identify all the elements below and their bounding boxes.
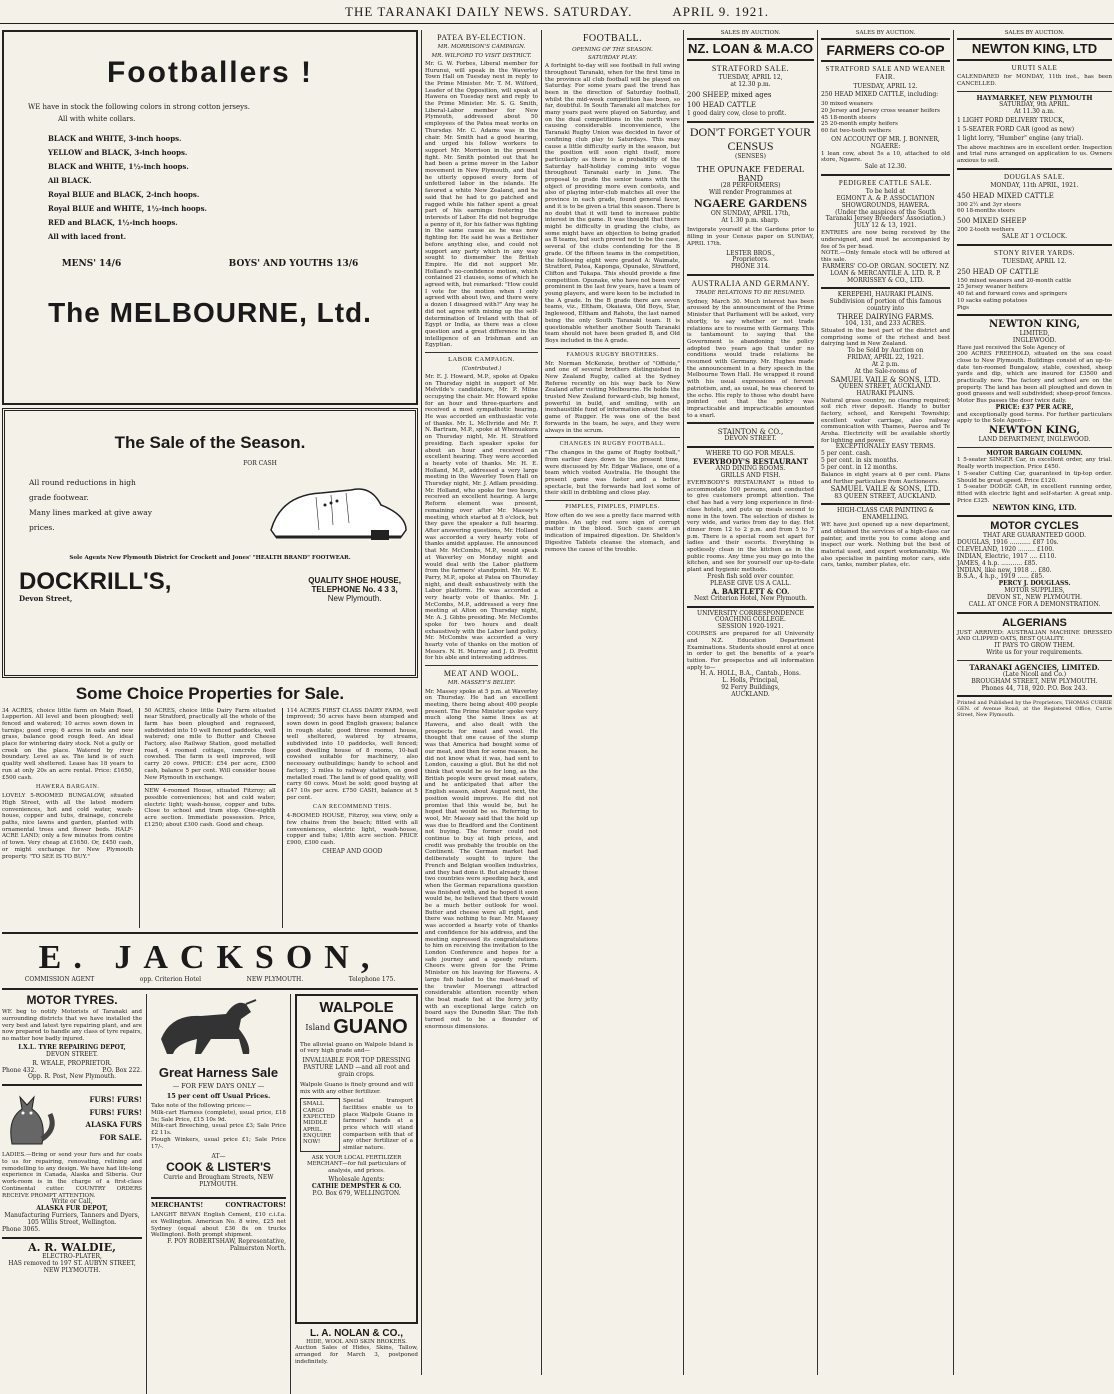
agencies-phones: Phones 44, 718, 920. P.O. Box 243. (981, 684, 1088, 692)
pedigree-note: NOTE.—Only female stock will be offered at this sale. (821, 250, 952, 264)
kerepehi-auction: To be Sold by Auction on (847, 347, 924, 355)
sale-of-season-headline: The Sale of the Season. (114, 433, 306, 452)
douglas-clock: SALE AT 1 O'CLOCK. (1001, 232, 1068, 240)
everybody-please: PLEASE GIVE US A CALL. (709, 579, 792, 587)
ngaere-gardens: NGAERE GARDENS (693, 195, 807, 210)
band-will: Will render Programmes at (709, 188, 792, 196)
harness-at: AT— (211, 1153, 226, 1161)
vaile-2: SAMUEL VAILE & SONS, LTD. (830, 485, 941, 494)
univ-title: L. Holls, Principal, (722, 677, 779, 685)
furs-phone: Phone 3065. (2, 1225, 41, 1233)
guano-firm: CATHIE DEMPSTER & CO. (311, 1182, 402, 1190)
douglas-d1-items: 300 2½ and 3yr steers 60 18-months steers (957, 201, 1021, 215)
algerians-body: JUST ARRIVED: AUSTRALIAN MACHINE DRESSED AND CLIPPED OATS, BEST QUALITY. (957, 629, 1114, 643)
stony-s1-items: 150 mixed weaners and 20-month cattle 25 Jersey weaner heifers 40 fat and forward cows and springers 10 sacks eating potatoes Pigs (957, 277, 1072, 311)
horse-illustration (151, 994, 281, 1064)
column-rule (953, 30, 954, 1375)
loan-sale: STRATFORD SALE. (711, 64, 790, 74)
motor-cycles: MOTOR CYCLES (990, 520, 1079, 533)
patea-sub2: MR. WILFORD TO VISIT DISTRICT. (431, 52, 532, 59)
cheap-and-good: CHEAP AND GOOD (322, 847, 383, 855)
percy-douglass: PERCY J. DOUGLASS. (998, 580, 1071, 588)
pedigree-egmont: EGMONT A. & P. ASSOCIATION SHOWGROUNDS, HAWERA. (836, 194, 935, 209)
newton-inglewood: INGLEWOOD. (1012, 336, 1057, 344)
pedigree-july: JULY 12 & 13, 1921. (854, 222, 917, 230)
farmers-acct: ON ACCOUNT OF MR. J. BONNER, NGAERE: (831, 135, 940, 150)
jersey-color-item: BLACK and WHITE, 3-inch hoops. (48, 133, 182, 143)
algerians-write: Write us for your requirements. (986, 648, 1083, 656)
jackson-location: opp. Criterion Hotel (139, 975, 202, 983)
lester-props: Proprietors. (732, 256, 769, 264)
uruti-sale: URUTI SALE (1011, 64, 1058, 73)
everybody-sub: AND DINING ROOMS. (715, 465, 786, 473)
bargain-2: 1 5-seater Cutting Car, guaranteed in tip-top order. Should be great speed. Price £120. (957, 470, 1114, 484)
univ-head: UNIVERSITY CORRESPONDENCE COACHING COLLEGE. (697, 609, 804, 624)
cycle-5: INDIAN, like new, 1918 ... £80. (957, 566, 1052, 574)
waldie-name: A. R. WALDIE, (28, 1240, 116, 1254)
tyres-phone: Phone 432. (2, 1066, 37, 1074)
furs-line-1: FURS! FURS! (89, 1095, 142, 1105)
stony-s1: 250 HEAD OF CATTLE (957, 267, 1039, 276)
walpole-headline: WALPOLE (319, 998, 394, 1016)
pedigree-held: To be held at (865, 187, 906, 195)
bargain-3: 1 5-seater DODGE CAR, in excellent running order, fitted with electric light and self-starter. A great snip. Price £325. (957, 484, 1114, 504)
cycle-1: DOUGLAS, 1916 ........... £87 10s. (957, 538, 1059, 546)
newton-column (957, 30, 1112, 1375)
furs-line-3: ALASKA FURS (85, 1120, 142, 1130)
for-cash: FOR CASH (243, 459, 277, 467)
uruti-cancel: CALENDARED for MONDAY, 11th inst., has been CANCELLED. (957, 74, 1114, 87)
pimples-headline: PIMPLES, PIMPLES, PIMPLES. (565, 504, 660, 511)
loan-time: at 12.30 p.m. (730, 81, 771, 89)
kerepehi-head: KEREPEHI, HAURAKI PLAINS. (837, 291, 934, 299)
farmers-sales: SALES BY AUCTION. (855, 30, 916, 36)
loan-date: TUESDAY, APRIL 12, (718, 74, 783, 82)
farmers-l1: 250 HEAD MIXED CATTLE, including: (821, 91, 939, 99)
farmers-date: TUESDAY, APRIL 12. (853, 82, 918, 90)
tyres-opp: Opp. R. Post, New Plymouth. (28, 1073, 116, 1081)
guano-special: Special transport facilities enable us to place Walpole Guano in farmers' hands at a price which will stand comparison with that of any other fertilizer of a similar nature. (343, 1098, 415, 1152)
australia-body: Sydney, March 30. Much interest has been aroused by the announcement of the Prime Minister that Parliament will be asked, very shortly, to say whether or not trade relations are to resume with Germany. This is tantamount to saying that the Government is abandoning the policy adopted two years ago that under no conditions would trade relations be resumed with Germany. Mr. Hughes made the announcement in a fiery speech in the Melbourne Town Hall. He wrapped it round with his usual expressions of fervent patriotism, and, as usual, he was cheered to the echo. His reply to those who doubt have pointed out that the policy was impracticable and impracticable amounted to a snarl. (687, 298, 816, 419)
newton-land: LAND DEPARTMENT, INGLEWOOD. (978, 435, 1091, 443)
furs-write: Write or Call, (51, 1198, 93, 1206)
property-4-roomed: 4-ROOMED HOUSE, Fitzroy, sea view, only a few chains from the beach; fitted with all conveniences, electric light, wash-house, copper and tubs; 1/8th acre section. PRICE £900, £300 cash. (286, 813, 420, 847)
farmers-sale: STRATFORD SALE AND WEANER FAIR. (825, 65, 946, 82)
univ-town: AUCKLAND. (731, 691, 770, 699)
property-34-acres: 34 ACRES, choice little farm on Main Road, Lepperton. All level and been ploughed; well fenced and watered; 10 acres sown down in turnips; good crop; 6 acres in oats and new grass, balance good rough feed. An ideal place for wintering dairy stock. Not a gully or creek on the place. Watered by river boundary. Level as as. The land is of such quality well sheltered. Lease has 18 years to run at only 20s an acre rental. Price: £1650, £500 cash. (2, 707, 136, 781)
newton-firm: NEWTON KING, LTD (957, 38, 1112, 61)
jersey-color-item: BLACK and WHITE, 1½-inch hoops. (48, 161, 189, 171)
column-rule (683, 30, 684, 1375)
haymarket-machines: The above machines are in excellent order. Inspection and trial runs arranged on application to us. Owners anxious to sell. (957, 144, 1114, 165)
haymarket-l3: 1 light lorry, "Humber" engine (any trial). (957, 134, 1084, 142)
guano-ad (290, 994, 418, 1394)
melbourne-ad (2, 30, 418, 405)
fox-illustration (2, 1089, 52, 1149)
farmers-acct-l: 1 lean cow, about 5s a 10, attached to old store, Ngaere. (821, 150, 952, 164)
bottom-ads (2, 994, 418, 1394)
jersey-color-item: All BLACK. (48, 175, 92, 185)
farmers-firm: FARMERS CO-OP (821, 38, 950, 62)
band-name: THE OPUNAKE FEDERAL BAND (696, 164, 805, 183)
jackson-phone: Telephone 175. (348, 975, 396, 983)
newton-freehold: 200 ACRES FREEHOLD, situated on the sea coast close to New Plymouth. Buildings consist of an up-to-date ten-roomed Bungalow, stable, cowshed, sheep yards and dip, which are insured for £3500 and practically new. The factory and school are on the property. The land has been all ploughed and down in good grasses and well subdivided; sheep-proof fences. Motor Bus passes the door twice daily. (957, 351, 1114, 405)
stainton: STAINTON & CO., (717, 428, 784, 437)
newton-king-3: NEWTON KING, (989, 425, 1080, 437)
dockrill-line: All round reductions in high (29, 478, 136, 488)
column-rule (541, 30, 542, 1375)
dockrill-lines (9, 475, 261, 545)
famous-body: Mr. Norman McKenzie, brother of "Offside," and one of several brothers distinguished in New Zealand Rugby, called at the Sydney Referee recently on his way back to New Zealand after visiting Melbourne. He holds the trusted New Zealand forward-club, big honest, powerful in build, and smiling, with an inexhaustible fund of information about the old game of Rugger. He was one of the best forwards in the team, he says, and they were always in the scrum. (545, 360, 682, 434)
newton-sales: SALES BY AUCTION. (1004, 30, 1065, 36)
pedigree-entries: ENTRIES are now being received by the undersigned, and must be accompanied by fee of 5s per head. (821, 230, 952, 250)
tyres-prop: R. WEALE, PROPRIETOR. (32, 1059, 112, 1067)
douglas-mon: MONDAY, 11th APRIL, 1921. (990, 181, 1079, 189)
waldie-addr: HAS removed to 197 ST. AUBYN STREET, NEW PLYMOUTH. (8, 1260, 136, 1275)
newton-terms: and exceptionally good terms. For further particulars apply to the Sole Agents— (957, 411, 1114, 425)
dockrill-line: grade footwear. (29, 493, 89, 503)
percy-devon: DEVON ST., NEW PLYMOUTH. (986, 594, 1082, 602)
island-label: Island (305, 1022, 331, 1032)
furs-line-2: FURS! FURS! (89, 1107, 142, 1117)
football-sub: OPENING OF THE SEASON. (572, 46, 653, 53)
melbourne-firm: The MELBOURNE, Ltd. (48, 297, 372, 329)
jersey-color-item: Royal BLUE and WHITE, 1½-inch hoops. (48, 203, 207, 213)
newton-king-ltd: NEWTON KING, LTD. (992, 503, 1077, 513)
patea-sub: MR. MORRISON'S CAMPAIGN. (437, 44, 526, 51)
hawera-bargain: HAWERA BARGAIN. (35, 784, 100, 791)
famous-headline: FAMOUS RUGBY BROTHERS. (566, 351, 659, 358)
term-2: 5 per cent. in six months. (821, 457, 899, 465)
football-body: A fortnight to-day will see football in full swing throughout Taranaki, when for the first time in the province all club football will be played on Saturday. For some years past the trend has been in the direction of Saturday football, whilst the mid-week competition has been, so far, doubtful. In South Taranaki all matches for many years past were played on Saturday, and on the dual competitions in the north were causing considerable inconvenience, the Taranaki Rugby Union was decided in favor of confining club play to Saturdays. This may cause a little difficulty early in the season, but the position will soon right itself, more particularly as there is a probability of the Saturday half-holiday coming into vogue throughout Taranaki early in June. The proposal to grade the senior teams with the object of providing more even contests, and also of playing inter-club matches all over the province in each grade, found general favor, and it is to be given a trial this season. There is no doubt that it will tend to increase public interest in the game. It was thought that there might be difficulty in grading the clubs, as some might have an objection to being graded as B teams, but such proved not to be the case, several of the clubs contending for the B grade. Of the fifteen teams in the competition, the following eight were graded A: Waimate, Stratford, Patea, Kaponga, Opunake, Stratford, Clifton and Tukapa. This should provide a fine competition. Opunake, who have not been very prominent in the last few years, have a team of young players, and were keen to be included in the A grade. In the B grade there are seven teams, viz., Eltham, Okaiawa, Old Boys, Star, Inglewood, Eltham and Rahotu, the last named being the only South Taranaki team. It is questionable whether another South Taranaki team should not have been graded B, and Old Boys included in the A grade. (545, 63, 682, 344)
loan-column (687, 30, 814, 1375)
loan-firm: NZ. LOAN & M.A.CO (687, 38, 814, 61)
furs-firm: ALASKA FUR DEPOT, (36, 1205, 108, 1213)
cycle-6: B.S.A., 4 h.p., 1919 ...... £85. (957, 573, 1045, 581)
percy-call: CALL AT ONCE FOR A DEMONSTRATION. (968, 600, 1101, 608)
agencies-late: (Late Nicoll and Co.) (1002, 670, 1067, 678)
newton-price: PRICE: £37 PER ACRE, (995, 403, 1074, 411)
bartlett-next: Next Criterion Hotel, New Plymouth. (693, 594, 808, 602)
algerians-pays: IT PAYS TO GROW THEM. (994, 641, 1075, 649)
everybody-body: EVERYBODY'S RESTAURANT is fitted to accommodate 100 persons, and conducted to give customers prompt attention. The chef has had a very long experience in first-class hotels, and puts up meals second to none in the town. The selection of dishes is very wide, and varies from day to day. Hot dinner from 12 to 2 p.m. and from 5 to 7 p.m. There is a special room set apart for ladies and their escorts. Everything is spotlessly clean in the kitchen as in the public rooms. Any time you may go into the kitchen, and see for yourself our up-to-date plant and hygienic methods. (687, 480, 816, 574)
furs-body: LADIES.—Bring or send your furs and fur coats to us for repairing, renovating, relining and remodelling to any design. We have had life-long experience in Canada, Alaska and Siberia. Our work-room is in the charge of a first-class Continental cutter. COUNTRY ORDERS RECEIVE PROMPT ATTENTION. (2, 1152, 144, 1199)
labor-sub: (Contributed.) (461, 365, 502, 372)
harness-days: — FOR FEW DAYS ONLY — (172, 1082, 265, 1091)
dockrill-ad (2, 408, 418, 678)
harness-body: Take note of the following prices:— Milk-cart Harness (complete), usual price, £18 5s; Sale Price, £15 10s 9d. Milk-cart Breeching, usual price £3; Sale Price £2 11s. Plough Winkers, usual price £1; Sale Price 17/-. (151, 1103, 286, 1150)
football-column (545, 30, 680, 1375)
patea-column (425, 30, 538, 1375)
masthead-date: APRIL 9. 1921. (672, 4, 769, 20)
properties-headline: Some Choice Properties for Sale. (75, 684, 345, 703)
small-cargo: SMALL CARGO EXPECTED MIDDLE APRIL. ENQUIRE NOW! (300, 1098, 340, 1152)
merchants-r: CONTRACTORS! (225, 1200, 286, 1209)
guano-ask: ASK YOUR LOCAL FERTILIZER MERCHANT—for full particulars of analysis, and prices. (307, 1154, 406, 1174)
merchants-l: MERCHANTS! (151, 1200, 204, 1209)
bargain-column: MOTOR BARGAIN COLUMN. (986, 449, 1083, 457)
nolan-trade: HIDE, WOOL AND SKIN BROKERS. (306, 1339, 407, 1346)
douglas-d2: 500 MIXED SHEEP (957, 217, 1027, 226)
guano-word: GUANO (333, 1015, 408, 1038)
census-senses: (SENSES) (734, 152, 767, 160)
loan-sales: SALES BY AUCTION. (720, 30, 781, 36)
meat-sub: MR. MASSEY'S BELIEF. (447, 680, 516, 687)
newton-king-2: NEWTON KING, (989, 319, 1080, 331)
mens-price: MENS' 14/6 (61, 258, 122, 269)
labor-body: Mr. E. J. Howard, M.P., spoke at Opaku on Thursday night in support of Mr. Melvilde's candidature, Mr. P. Milne occupying the chair. Mr. Howard spoke for an hour and three-quarters and received a most sympathetic hearing. He was accorded an enthusiastic vote of thanks. Mr. L. McIlvride and Mr. F. N. Bartram, M.P., spoke at Whenuakura on Thursday night, Mr. H. Stratford presiding. Each speaker spoke for about an hour and received an excellent hearing. They were accorded a hearty vote of thanks. Mr. H. E. Holland, M.P., addressed a very large meeting in the Waverley Town Hall on Thursday night, Mr. J. Adlam presiding. Mr. Holland, who spoke for two hours, received an excellent hearing. A large Reform element was present, remaining over after Mr. Massey's meeting, which started at 5 o'clock, but they gave the speaker a full hearing. After answering questions, Mr. Holland was accorded a very hearty vote of thanks amidst applause. He announced that Mr. McCombs, M.P., would speak at Waverley on Monday night and would deal with the Labor platform from the farmers' standpoint. Mr. W. E. Parry, M.P., spoke at Patea on Thursday night, and dealt exhaustively with the Labor platform. He was accorded a very hearty vote of thanks. Mr. J. McCombs, M.P., addressed a very fine meeting at Alton on Thursday night, Mr. A. J. Gibbs presiding. Mr. McCombs spoke for two hours and dealt exhaustively with the Labor land policy. Mr. McCombs was accorded a very hearty vote of thanks on the motion of Messrs. N. H. Murray and J. D. Proffitt for his able and interesting address. (425, 373, 540, 662)
changes-body: "The changes in the game of Rugby football," from earlier days down to the present time, were discussed by Mr. Edgar Wallace, one of a team which visited Australia. He thought the present game was faster and a better spectacle, but the forwards had lost some of their skill in dribbling and close play. (545, 450, 682, 497)
masthead-title: THE TARANAKI DAILY NEWS. SATURDAY. (345, 4, 633, 20)
kerepehi-plains: HAURAKI PLAINS. (856, 389, 915, 397)
jersey-color-item: RED and BLACK, 1½-inch hoops. (48, 217, 178, 227)
waldie-trade: ELECTRO-PLATER, (42, 1253, 102, 1261)
property-col-1 (2, 707, 136, 928)
loan-l3: 1 good dairy cow, close to profit. (687, 110, 787, 118)
meat-headline: MEAT AND WOOL. (443, 669, 520, 679)
column-rule (421, 30, 422, 1375)
kerepehi-rooms: At the Sale-rooms of (854, 367, 917, 375)
bargain-1: 1 5-seater SINGER Car, in excellent order, any trial. Really worth inspection. Price £450. (957, 457, 1114, 471)
dockrill-line: Many lines marked at give away (29, 508, 152, 518)
bottom-left-ads (2, 994, 142, 1394)
furs-line-4: FOR SALE. (99, 1132, 142, 1142)
jersey-color-item: YELLOW and BLACK, 3-inch hoops. (48, 147, 188, 157)
motor-tyres-body: WE beg to notify Motorists of Taranaki and surrounding districts that we have installed the very best and latest tyre repairing plant, and are now prepared to handle any class of tyre repairs, no matter how badly injured. (2, 1009, 144, 1043)
stony-river: STONY RIVER YARDS. (994, 248, 1075, 257)
guano-box: P.O. Box 679, WELLINGTON. (312, 1189, 401, 1197)
harness-off: 15 per cent off Usual Prices. (166, 1091, 271, 1100)
stony-tue: TUESDAY, APRIL 12. (1002, 257, 1067, 265)
dockrill-phone: TELEPHONE No. 4 3 3, (311, 585, 398, 595)
dockrill-name: DOCKRILL'S, (19, 567, 172, 595)
australia-headline: AUSTRALIA AND GERMANY. (691, 279, 810, 289)
guano-ground: Walpole Guano is finely ground and will mix with any other fertilizer. (300, 1081, 415, 1095)
property-col-3 (282, 708, 418, 928)
price-row (8, 259, 412, 269)
footballers-headline: Footballers ! (106, 56, 313, 89)
tyres-street: DEVON STREET. (46, 1050, 98, 1058)
changes-headline: CHANGES IN RUGBY FOOTBALL. (559, 441, 666, 448)
kerepehi-three: THREE DAIRYING FARMS. (837, 313, 934, 322)
cycle-3: INDIAN, Electric, 1917 .... £110. (957, 552, 1057, 560)
cycle-4: JAMES, 4 h.p. ........... £85. (957, 559, 1038, 567)
stainton-street: DEVON STREET. (724, 435, 777, 443)
everybody-name: EVERYBODY'S RESTAURANT (693, 457, 808, 467)
univ-body: COURSES are prepared for all University and N.Z. Education Department Examinations. Students should enrol at once in order to get the benefits of a year's tuition. For prospectus and all information apply to— (687, 631, 816, 671)
printed-by: Printed and Published by the Proprietors, THOMAS CURRIE GEN. of Avenue Road, at the Registered Office, Currie Street, New Plymouth. (957, 700, 1114, 719)
dockrill-street: Devon Street, (19, 594, 73, 604)
douglas-d1: 450 HEAD MIXED CATTLE (957, 191, 1054, 200)
cycle-2: CLEVELAND, 1920 ......... £100. (957, 545, 1055, 553)
agencies-brough: BROUGHAM STREET, NEW PLYMOUTH. (971, 677, 1098, 685)
cook-lister-addr: Currie and Brougham Streets, NEW PLYMOUTH. (163, 1173, 274, 1188)
dockrill-line: prices. (29, 523, 55, 533)
kerepehi-body: Natural grass country, no clearing required; soil rich river deposit. Handy to butter factory, school, and Kerepehi Township; excellent water carriage, also railway communication with Thames, Paeroa and Te Aroha. Electricity will be available shortly for lighting and power. (821, 397, 952, 444)
labor-headline: LABOR CAMPAIGN. (448, 356, 515, 364)
haymarket-l2: 1 5-SEATER FORD CAR (good as new) (957, 125, 1075, 133)
boys-price: BOYS' AND YOUTHS 13/6 (228, 258, 359, 269)
left-ad-block (2, 30, 418, 1380)
guano-invaluable: INVALUABLE FOR TOP DRESSING PASTURE LAND —and all root and grain crops. (302, 1057, 411, 1078)
motor-tyres-headline: MOTOR TYRES. (26, 992, 118, 1007)
guano-body: The alluvial guano on Walpole Island is of very high grade and— (300, 1041, 415, 1055)
farmers-items: 30 mixed weaners 20 Jersey and Jersey cross weaner heifers 45 18-month steers 25 20-month empty heifers 60 fat two-tooth wethers (821, 101, 941, 135)
patea-body: Mr. G. W. Forbes, Liberal member for Hurunui, will speak in the Waverley Town Hall on Tuesday next in reply to the Prime Minister. Mr. T. M. Wilford, Leader of the Opposition, will speak at Hawera on Tuesday next and reply to the Prime Minister. Mr. S. G. Smith, Liberal-Labor member for New Plymouth, addressed about 50 employees of the Patea meat works on Thursday. Mr. C. Adams was in the chair. Mr. Smith had a good hearing, and urged his follow workers to support Mr. Morrison in the present fight. Mr. Smith pointed out that he had been a prime mover in the Labor movement in New Plymouth, and that he utterly opposed every form of unfettered labor in the islands. He favored a white New Zealand, and he said that he had to go patched and ragged while his father spent a great part of his earnings fostering the interests of Labor. He did not begrudge a penny of it, for his father was fighting in the same cause as he was now fighting for. He said he was a Britisher before anything else, and could not support any party which in any way sought to dismember the British Empire. He did not support Mr. Holland's no-confidence motion, which contained 21 clauses, some of which he agreed with, but remarked: "How could I vote for the motion when I only agreed with about two, and there were a dozen I disagreed with?" Any way he did not agree with mixing up the self-determination of Ireland with that of Egypt or India, as there was a close question and a great difference in the intelligence of an Irishman and an Egyptian. (425, 60, 540, 349)
kerepehi-situated: Situated in the best part of the district and comprising some of the richest and best dairying land in New Zealand. (821, 328, 952, 348)
kerepehi-at: At 2 p.m. (871, 360, 900, 368)
masthead (0, 2, 1114, 24)
can-recommend: CAN RECOMMEND THIS. (312, 804, 392, 811)
farmers-column (821, 30, 950, 1375)
jersey-color-item: All with laced front. (48, 231, 127, 241)
football-sub2: SATURDAY PLAY. (587, 54, 638, 61)
univ-addr: 92 Ferry Buildings, (721, 684, 780, 692)
dockrill-house: QUALITY SHOE HOUSE, (308, 575, 401, 585)
band-performers: (28 PERFORMERS) (720, 182, 781, 190)
property-50-acres: 50 ACRES, choice little Dairy Farm situated near Stratford, practically all the whole of the farm has been ploughed and regrassed, subdivided into 10 well fenced paddocks, well watered; one mile to Butter and Cheese Factory, also Railway Station, good metalled road, 4 roomed cottage, concrete floor cowshed. The farm is well improved, will carry 20 cows. PRICE: £54 per acre, £500 cash, balance 5 per cent. Will consider house New Plymouth in exchange. (144, 707, 278, 781)
pedigree-headline: PEDIGREE CATTLE SALE. (838, 178, 933, 187)
douglas-sale: DOUGLAS SALE. (1004, 172, 1065, 181)
property-bungalow: LOVELY 5-ROOMED BUNGALOW, situated High Street, with all the latest modern conveniences, hot and cold water, wash-house, copper and tubs, drainage, concrete paths, nice lawns and garden, planted with ornamental trees and flower beds. HALF-ACRE LAND; only a few minutes from centre of town. Very cheap at £1650. Or, £450 cash, or might exchange for New Plymouth property. "TO SEE IS TO BUY." (2, 793, 136, 860)
shoe-illustration (261, 475, 411, 545)
farmers-time: Sale at 12.30. (864, 162, 907, 170)
pimples-body: How often do we see a pretty face marred with pimples. An ugly red sore sign of corrupt matter in the blood. Such cases are an indication of impaired digestion. Dr. Sheldon's Digestive Tablets cleanse the stomach, and remove the cause of the trouble. (545, 512, 682, 553)
pedigree-co: FARMERS' CO-OP. ORGAN. SOCIETY. NZ LOAN & MERCANTILE A. LTD. R. P. MORRISSEY & CO., LTD. (822, 262, 949, 284)
tyres-firm: I.X.L. TYRE REPAIRING DEPOT, (18, 1043, 126, 1051)
kerepehi-friday: FRIDAY, APRIL 22, 1921. (847, 354, 924, 362)
pedigree-under: (Under the auspices of the South Taranaki Jersey Breeders' Association.) (825, 208, 946, 223)
patea-headline: PATEA BY-ELECTION. (437, 33, 526, 42)
harness-headline: Great Harness Sale (158, 1065, 279, 1081)
melbourne-intro: WE have in stock the following colors in strong cotton jerseys. (28, 102, 250, 111)
nolan-body: Auction Sales of Hides, Skins, Tallow, arranged for March 3, postponed indefinitely. (295, 1345, 420, 1365)
univ-name: H. A. HOLL, B.A., Cantab., Hons. (700, 670, 801, 678)
property-col-2 (139, 707, 278, 928)
harness-ad (146, 994, 286, 1394)
merchants-sig: F. POY ROBERTSHAW, Representative, Palmerston North. (167, 1237, 286, 1252)
everybody-grill: GRILLS AND FISH. (720, 472, 781, 480)
newton-instr: Have just received the Sole Agency of (957, 344, 1065, 351)
lester-phone: PHONE 314. (730, 263, 771, 271)
vaile-1: SAMUEL VAILE & SONS, LTD. (830, 375, 941, 384)
univ-session: SESSION 1920-1921. (717, 623, 784, 631)
property-114-acres: 114 ACRES FIRST CLASS DAIRY FARM, well improved; 50 acres have been stumped and sown down in good English grasses; balance in rough state; good three roomed house, well sheltered, watered by streams, subdivided into 10 paddocks, well fenced; good dwelling house of 8 rooms, 10-bail cowshed suitable for machinery, also necessary outbuildings; handy to school and factory; 3 miles to railway station, on good metalled road. The land is of good quality, will carry 60 cows. Must be sold; good buying at £47 10s per acre. £750 CASH, balance at 5 per cent. (286, 707, 420, 801)
kerepehi-sub: Subdivision of portion of this famous country into (829, 298, 942, 313)
bartlett: A. BARTLETT & CO. (711, 586, 790, 596)
jackson-town: NEW PLYMOUTH. (246, 975, 304, 983)
dockrill-agents: Sole Agents New Plymouth District for Crockett and Jones' "HEALTH BRAND" FOOTWEAR. (69, 555, 351, 562)
lester-bros: LESTER BROS., (726, 249, 775, 257)
census-headline: DON'T FORGET YOUR CENSUS (689, 125, 812, 153)
football-headline: FOOTBALL. (582, 33, 643, 44)
haymarket-time: At 11.30 a.m. (1014, 108, 1055, 116)
cycles-guaranteed: THAT ARE GUARANTEED GOOD. (983, 532, 1086, 540)
term-3: 5 per cent. in 12 months. (821, 464, 898, 472)
algerians: ALGERIANS (1002, 616, 1067, 629)
tyres-box: P.O. Box 222. (102, 1066, 142, 1074)
nolan-name: L. A. NOLAN & CO., (310, 1327, 403, 1339)
taranaki-agencies: TARANAKI AGENCIES, LIMITED. (969, 662, 1100, 672)
loan-l2: 100 HEAD CATTLE (687, 101, 756, 110)
percy-supplies: MOTOR SUPPLIES, (1004, 587, 1065, 595)
properties-columns (2, 708, 418, 928)
column-rule (817, 30, 818, 1375)
haymarket-l1: 1 LIGHT FORD DELIVERY TRUCK, (957, 116, 1065, 124)
kerepehi-terms: EXCEPTIONALLY EASY TERMS. (835, 443, 936, 451)
gardens-sunday: ON SUNDAY, APRIL 17th, (710, 209, 791, 217)
merchants-body: LANGHT BEVAN English Cement, £10 c.i.f.a. ex Wellington. American No. 8 wire, £25 net Sydney (equal about £36 8s on trucks Wellington). Both prompt shipment. (151, 1212, 288, 1239)
dockrill-town: New Plymouth. (327, 594, 382, 604)
douglas-d2-items: 200 2-tooth wethers (957, 227, 1015, 234)
property-fitzroy: NEW 4-roomed House, situated Fitzroy; all possible conveniences; hot and cold water; electric light; wash-house, copper and tubs. Close to school and tram stop. One-eighth acre section. Immediate possession. Price, £1250; about £300 cash. Good and cheap. (144, 788, 278, 828)
jersey-color-list (48, 135, 412, 241)
everybody-fresh: Fresh fish sold over counter. (707, 572, 794, 580)
haymarket-sat: SATURDAY, 9th APRIL. (999, 101, 1070, 109)
queen-2: 83 QUEEN STREET, AUCKLAND. (834, 492, 937, 500)
furs-trade: Manufacturing Furriers, Tanners and Dyers, (4, 1212, 140, 1219)
car-painting-body: WE have just opened up a new department, and obtained the services of a high-class car painter, and invite you to come along and inspect our work. Nothing but the best of material used, and expert workmanship. We also specialise in painting motor cars, side cars, tanks, number plates, etc. (821, 522, 952, 569)
haymarket: HAYMARKET, NEW PLYMOUTH (976, 93, 1093, 102)
queen-1: QUEEN STREET, AUCKLAND. (839, 382, 932, 390)
cook-lister: COOK & LISTER'S (166, 1160, 271, 1175)
meat-body: Mr. Massey spoke at 5 p.m. at Waverley on Thursday. He had an excellent meeting, there being about 400 people present. The Prime Minister spoke very much along the same lines as at Hawera, and also dealt with the prospects for meat and wool. He thought that one cause of the slump was that America had bought some of our meat, and then for some reason, he did not know what it was, had sent to London, causing a glut. But he did not think that would be so for long, as the British people were great meat eaters, and he anticipated that after the English season, about August next, the position would improve. He did not promise that this would be, but he hoped that would be so. Referring to wool, Mr. Massey said that the hold up was due to Bradford and the Continent not buying. The former could not continue to buy at high prices, and credit was probably the trouble on the Continent. The German market had deliberately sought to injure the French and Belgian woollen industries, and they had done it. But already those two countries were speeding back, and when the German reparations question was finished with, and he hoped it soon would be, he believed that there would be a much better outlook for wool. Butter and cheese were all right, and there was nothing to fear. Mr. Massey was accorded a hearty vote of thanks and confidence for his address, and the meeting expressed its congratulations to him on receiving the invitation to the London Conference and hopes for a safe journey and a speedy return. Cheers were given for the Prime Minister on his leaving for Hawera. A large fish hailed to the mast-head of the trawler Moerangi attracted considerable attention recently when the boat made fast at the ferry jetty with an exceptional large catch on board says the Dunedin Star. The fish turned out to be a flounder of enormous dimensions. (425, 688, 540, 1030)
jersey-color-item: Royal BLUE and BLACK, 2-inch hoops. (48, 189, 200, 199)
everybody-where: WHERE TO GO FOR MEALS. (705, 450, 796, 458)
gardens-invigorate: Invigorate yourself at the Gardens prior to filling in your Census paper on SUNDAY, APRIL 17th. (687, 227, 816, 247)
australia-sub: TRADE RELATIONS TO BE RESUMED. (695, 290, 806, 297)
jackson-role: COMMISSION AGENT (24, 975, 95, 983)
newton-limited: LIMITED, (1019, 329, 1050, 337)
loan-l1: 200 SHEEP, mixed ages (687, 91, 772, 100)
kerepehi-acres: 104, 131, and 233 ACRES. (845, 320, 926, 328)
furs-addr: 105 Willis Street, Wellington. (27, 1218, 117, 1226)
jackson-name: E. JACKSON, (38, 938, 382, 976)
jackson-ad (2, 932, 418, 990)
term-1: 5 per cent. cash. (821, 450, 872, 458)
gardens-time: At 1.30 p.m. sharp. (721, 216, 780, 224)
guano-wholesale: Wholesale Agents: (328, 1175, 385, 1183)
melbourne-sub: All with white collars. (58, 114, 136, 123)
term-4: Balance in eight years at 6 per cent. Plans and further particulars from Auctioneers. (821, 472, 952, 485)
car-painting-head: HIGH-CLASS CAR PAINTING & ENAMELLING. (836, 507, 935, 522)
